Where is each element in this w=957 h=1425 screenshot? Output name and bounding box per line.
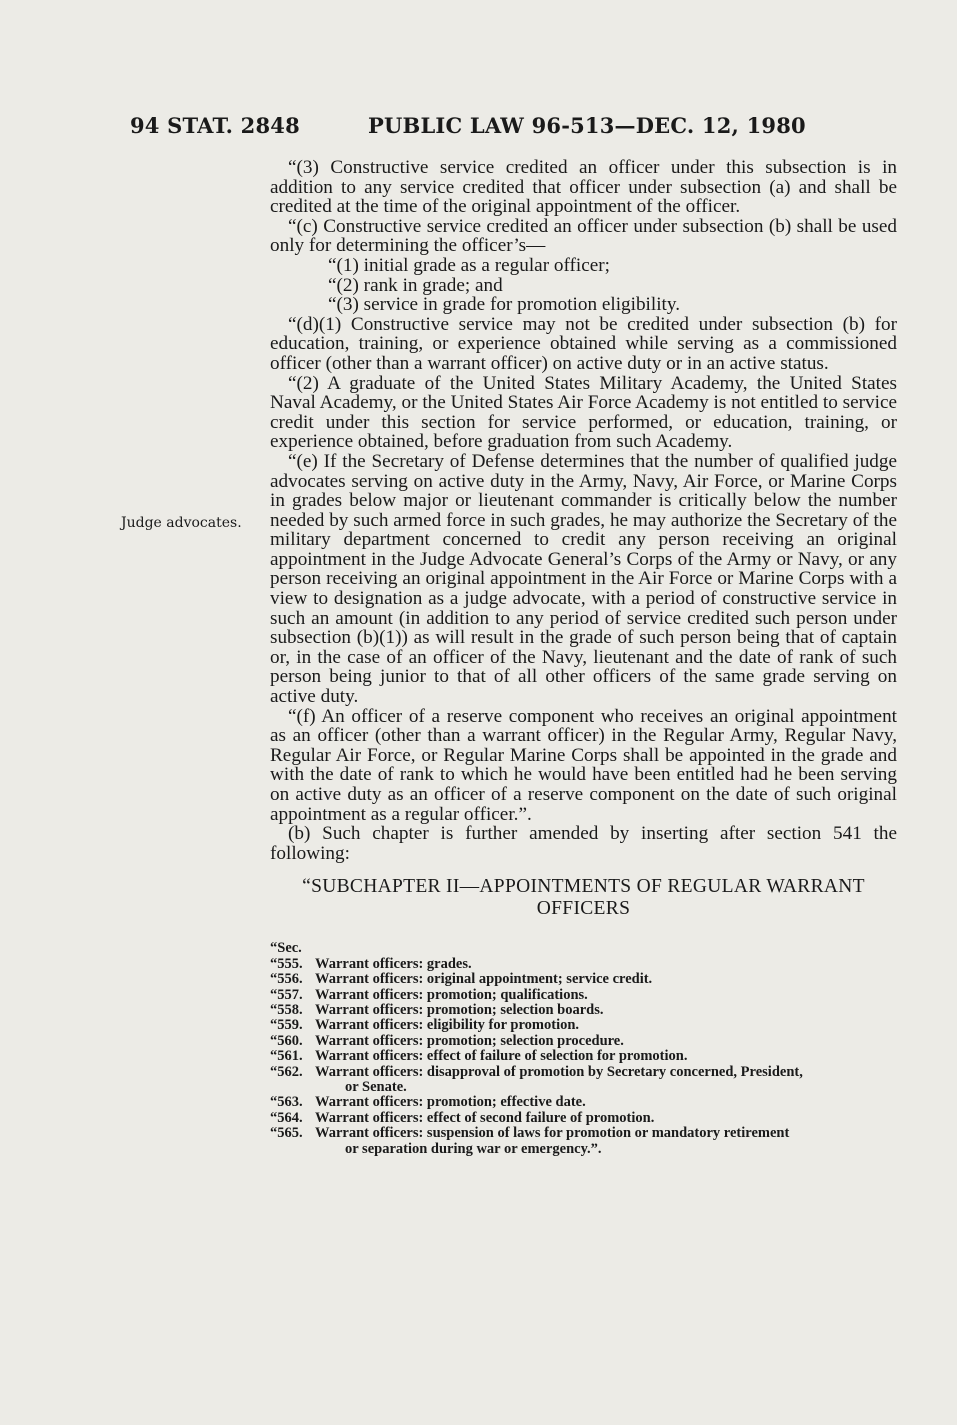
toc-item xyxy=(270,1018,897,1033)
toc-item xyxy=(270,1003,897,1018)
subchapter-heading: “SUBCHAPTER II—APPOINTMENTS OF REGULAR WARRANT OFFICERS xyxy=(302,876,865,920)
toc-item-continuation: or separation during war or emergency.”. xyxy=(345,1140,602,1157)
statute-page-number: 94 STAT. 2848 xyxy=(130,113,300,138)
paragraph-b: (b) Such chapter is further amended by inserting after section 541 the following: xyxy=(270,823,897,864)
toc-item xyxy=(270,957,897,972)
toc-item-text xyxy=(315,1065,897,1096)
toc-item xyxy=(270,1049,897,1064)
toc-item-number: “559. xyxy=(270,1017,303,1034)
toc-item xyxy=(270,1065,897,1096)
toc-item xyxy=(270,972,897,987)
toc-item-number: “558. xyxy=(270,1002,303,1018)
toc-item-text: Warrant officers: promotion; effective date. xyxy=(315,1094,586,1111)
toc-item-text: Warrant officers: eligibility for promotion. xyxy=(315,1017,580,1034)
toc-item xyxy=(270,1095,897,1110)
toc-item-number: “565. xyxy=(270,1125,303,1142)
toc-item-text: Warrant officers: effect of second failure of promotion. xyxy=(315,1109,655,1126)
toc-item xyxy=(270,988,897,1003)
toc-item-text-line: Warrant officers: suspension of laws for promotion or mandatory retirement xyxy=(315,1125,790,1142)
toc-item-number: “560. xyxy=(270,1032,303,1049)
paragraph-c-1: “(1) initial grade as a regular officer; xyxy=(328,254,610,276)
toc-item-number: “555. xyxy=(270,955,303,972)
toc-item-text: Warrant officers: original appointment; service credit. xyxy=(315,971,653,988)
toc-item-text: Warrant officers: grades. xyxy=(315,955,472,972)
toc-item-number: “561. xyxy=(270,1048,303,1065)
toc-item-number: “557. xyxy=(270,986,303,1003)
toc-item-number: “564. xyxy=(270,1109,303,1126)
toc-item-number: “562. xyxy=(270,1063,303,1080)
toc-item-number: “563. xyxy=(270,1094,303,1111)
toc-item-text: Warrant officers: effect of failure of selection for promotion. xyxy=(315,1048,688,1065)
paragraph-e: “(e) If the Secretary of Defense determines that the number of qualified judge advocates serving on active duty in the Army, Navy, Air Force, or Marine Corps in grades below major or lieutenant commander is critically below the number needed by such armed force in such grades, he may authorize the Secretary of the military department concerned to credit any person receiving an original appointment in the Judge Advocate General’s Corps of the Army or Navy, or any person receiving an original appointment in the Air Force or Marine Corps with a view to designation as a judge advocate, with a period of constructive service in such an amount (in addition to any period of service credited such person under subsection (b)(1)) as will result in the grade of such person being that of captain or, in the case of an officer of the Navy, lieutenant and the date of rank of such person being junior to that of all other officers of the same grade serving on active duty. xyxy=(270,450,897,708)
document-body xyxy=(270,158,897,1157)
margin-note-judge-advocates: Judge advocates. xyxy=(121,515,242,531)
toc-label: “Sec. xyxy=(270,940,302,957)
toc-item-text: Warrant officers: promotion; selection boards. xyxy=(315,1002,604,1018)
toc-item-text: Warrant officers: promotion; qualifications. xyxy=(315,986,588,1003)
toc-item-text xyxy=(315,1126,897,1157)
paragraph-d-1: “(d)(1) Constructive service may not be credited under subsection (b) for education, training, or experience obtained while serving as a commissioned officer (other than a warrant officer) on active duty or in an active status. xyxy=(270,313,897,374)
paragraph-c: “(c) Constructive service credited an officer under subsection (b) shall be used only for determining the officer’s— xyxy=(270,215,897,257)
toc-item xyxy=(270,1126,897,1157)
toc-item-text: Warrant officers: promotion; selection procedure. xyxy=(315,1032,624,1049)
toc-item xyxy=(270,1111,897,1126)
paragraph-c-3: “(3) service in grade for promotion eligibility. xyxy=(328,294,681,316)
paragraph-d-2: “(2) A graduate of the United States Military Academy, the United States Naval Academy, or the United States Air Force Academy is not entitled to service credit under this section for service performed, or education, training, or experience obtained, before graduation from such Academy. xyxy=(270,372,897,453)
toc-item xyxy=(270,1034,897,1049)
public-law-header: PUBLIC LAW 96-513—DEC. 12, 1980 xyxy=(368,113,806,138)
paragraph-c-2: “(2) rank in grade; and xyxy=(328,274,503,296)
paragraph-3: “(3) Constructive service credited an officer under this subsection is in addition to any service credited that officer under subsection (a) and shall be credited at the time of the original appointment of the officer. xyxy=(270,157,897,218)
section-table-of-contents xyxy=(270,941,897,1157)
toc-item-text-line: Warrant officers: disapproval of promotion by Secretary concerned, President, xyxy=(315,1063,803,1080)
toc-item-number: “556. xyxy=(270,971,303,988)
toc-item-continuation: or Senate. xyxy=(345,1079,407,1096)
paragraph-f: “(f) An officer of a reserve component who receives an original appointment as an officer (other than a warrant officer) in the Regular Army, Regular Navy, Regular Air Force, or Regular Marine Corps shall be appointed in the grade and with the date of rank to which he would have been entitled had he been serving on active duty as an officer of a reserve component on the date of such original appointment as a regular officer.”. xyxy=(270,705,897,825)
